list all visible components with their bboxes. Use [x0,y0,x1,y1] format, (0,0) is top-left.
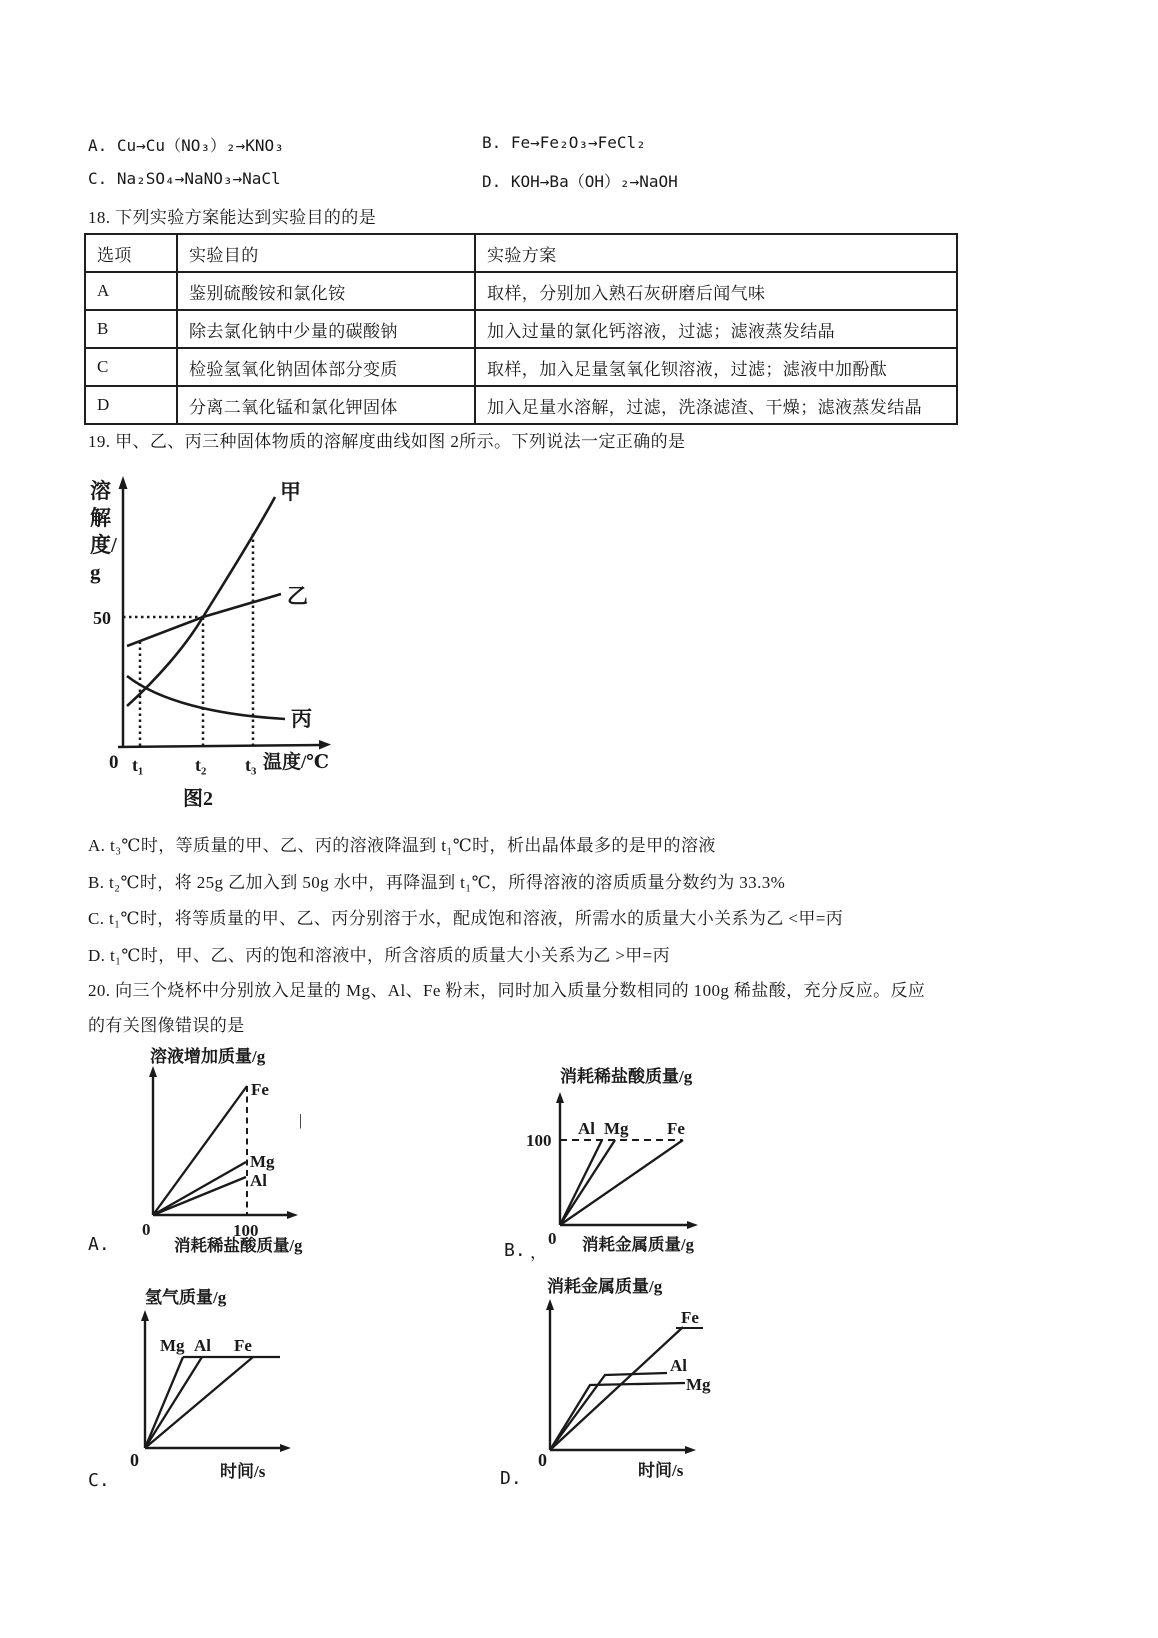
x-tick-0: 0 [109,752,119,773]
graph-a-letter: A. [88,1234,110,1255]
series-label-jia: 甲 [280,480,301,504]
series-label-al: Al [194,1336,211,1355]
cell-plan: 取样，加入足量氢氧化钡溶液，过滤；滤液中加酚酞 [475,348,957,386]
x-axis [118,745,323,747]
x-axis-label: 时间/s [220,1462,266,1481]
cell-plan: 取样，分别加入熟石灰研磨后闻气味 [475,272,957,310]
graph-d-letter: D. [500,1468,522,1489]
header-option: 选项 [85,234,177,272]
cell-purpose: 分离二氧化锰和氯化钾固体 [177,386,475,424]
cell-purpose: 鉴别硫酸铵和氯化铵 [177,272,475,310]
x-axis-arrow-icon [287,1211,298,1219]
x-tick-0: 0 [130,1450,139,1470]
x-axis-label: 消耗金属质量/g [582,1235,694,1254]
experiment-table [84,233,958,425]
line-mg [560,1140,615,1225]
scan-artifact-comma: ， [530,1243,547,1262]
graph-b-letter: B. [504,1240,526,1261]
series-label-fe: Fe [251,1080,269,1099]
x-tick-t2: t₂ [195,755,207,775]
x-axis-label: 消耗稀盐酸质量/g [174,1236,303,1255]
solubility-y-axis-label: 溶解度/g [90,479,117,584]
line-mg [145,1357,183,1448]
x-tick-0: 0 [142,1220,151,1239]
graph-d-metal-consumed [505,1265,825,1490]
q19-option-a: A. t₃℃时，等质量的甲、乙、丙的溶液降温到 t₁℃时，析出晶体最多的是甲的溶液 [88,836,716,855]
y-axis-arrow-icon [546,1299,554,1310]
x-axis-arrow-icon [319,740,331,750]
graph-c-letter: C. [88,1470,110,1491]
x-tick-t3: t₃ [245,755,257,775]
graph-c-hydrogen-mass [120,1280,420,1480]
y-axis-arrow-icon [149,1066,157,1077]
x-tick-t1: t₁ [132,755,144,775]
table-row [85,386,957,424]
cell-plan: 加入过量的氯化钙溶液，过滤；滤液蒸发结晶 [475,310,957,348]
y-axis-label: 溶液增加质量/g [150,1047,266,1066]
x-tick-100: 100 [233,1221,259,1240]
q19-option-d: D. t₁℃时，甲、乙、丙的饱和溶液中，所含溶质的质量大小关系为乙 >甲=丙 [88,946,671,965]
line-al [145,1357,202,1448]
q19-stem: 19. 甲、乙、丙三种固体物质的溶解度曲线如图 2所示。下列说法一定正确的是 [88,432,686,451]
table-row [85,310,957,348]
x-axis-label: 时间/s [638,1461,684,1480]
series-label-al: Al [250,1171,267,1190]
y-axis-label: 消耗金属质量/g [547,1277,663,1296]
table-row [85,272,957,310]
line-mg [550,1383,685,1450]
cell-option: B [85,310,177,348]
cell-purpose: 除去氯化钠中少量的碳酸钠 [177,310,475,348]
x-tick-0: 0 [548,1229,557,1248]
line-mg [153,1162,246,1215]
y-axis-arrow-icon [556,1092,564,1103]
header-plan: 实验方案 [475,234,957,272]
q18-stem: 18. 下列实验方案能达到实验目的的是 [88,208,377,227]
header-purpose: 实验目的 [177,234,475,272]
q19-option-b: B. t₂℃时，将 25g 乙加入到 50g 水中，再降温到 t₁℃，所得溶液的溶质质量分数约为 33.3% [88,873,786,892]
series-label-mg: Mg [604,1119,629,1138]
q19-option-c: C. t₁℃时，将等质量的甲、乙、丙分别溶于水，配成饱和溶液，所需水的质量大小关系为乙 <甲=丙 [88,909,844,928]
y-axis-arrow-icon [141,1310,149,1321]
scan-artifact-tick: | [299,1112,303,1129]
cell-purpose: 检验氢氧化钠固体部分变质 [177,348,475,386]
series-label-fe: Fe [681,1308,699,1327]
q20-stem-line1: 20. 向三个烧杯中分别放入足量的 Mg、Al、Fe 粉末，同时加入质量分数相同的 100g 稀盐酸，充分反应。反应 [88,981,926,1000]
y-tick-100: 100 [526,1131,552,1150]
line-fe [145,1357,253,1448]
series-label-bing: 丙 [291,707,312,731]
cell-plan: 加入足量水溶解，过滤，洗涤滤渣、干燥；滤液蒸发结晶 [475,386,957,424]
q17-option-b: B. Fe→Fe₂O₃→FeCl₂ [482,133,646,152]
series-label-mg: Mg [250,1152,275,1171]
cell-option: C [85,348,177,386]
x-axis-arrow-icon [280,1444,291,1452]
graph-a-solution-mass [140,1040,430,1255]
table-header-row [85,234,957,272]
series-label-mg: Mg [686,1375,711,1394]
y-axis-arrow-icon [119,476,128,489]
series-label-al: Al [578,1119,595,1138]
line-fe [550,1327,683,1450]
y-axis-label: 氢气质量/g [145,1288,227,1307]
table-row [85,348,957,386]
cell-option: D [85,386,177,424]
graph-b-acid-consumed [520,1050,810,1260]
series-label-fe: Fe [234,1336,252,1355]
series-label-fe: Fe [667,1119,685,1138]
line-al [560,1140,602,1225]
solubility-chart [85,455,385,815]
q17-option-c: C. Na₂SO₄→NaNO₃→NaCl [88,169,281,188]
series-label-yi: 乙 [287,584,308,608]
x-tick-0: 0 [538,1450,547,1470]
x-axis-label: 温度/℃ [263,752,330,773]
y-tick-50: 50 [93,608,111,628]
x-axis-arrow-icon [685,1446,696,1454]
y-axis-label: 消耗稀盐酸质量/g [560,1067,693,1086]
line-fe [560,1140,683,1225]
x-axis-arrow-icon [687,1221,698,1229]
series-label-mg: Mg [160,1336,185,1355]
q20-stem-line2: 的有关图像错误的是 [88,1016,245,1035]
q17-option-a: A. Cu→Cu（NO₃）₂→KNO₃ [88,136,284,155]
cell-option: A [85,272,177,310]
q17-option-d: D. KOH→Ba（OH）₂→NaOH [482,172,678,191]
series-label-al: Al [670,1356,687,1375]
figure-caption: 图2 [183,788,213,810]
